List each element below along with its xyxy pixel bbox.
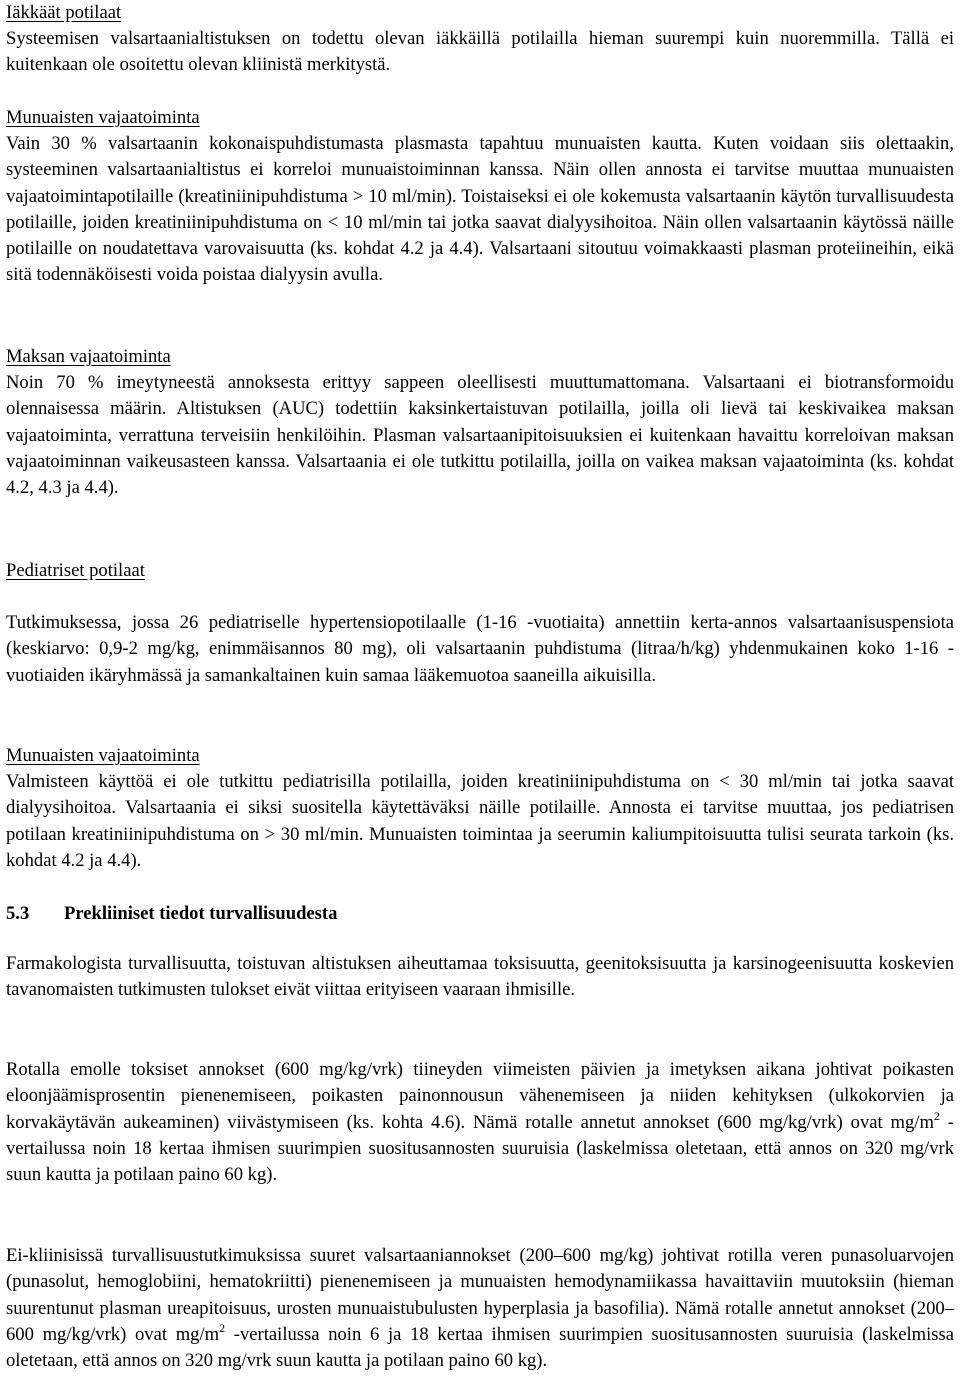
superscript: 2 — [219, 1320, 226, 1335]
paragraph-elderly: Systeemisen valsartaanialtistuksen on todettu olevan iäkkäillä potilailla hieman suurempi kuin nuoremmilla. Tällä ei kuitenkaan ole osoitettu olevan kliinistä merkitystä. — [6, 28, 954, 76]
heading-hepatic: Maksan vajaatoiminta — [6, 346, 171, 367]
paragraph-preclinical-2 — [6, 1057, 954, 1188]
heading-pediatric-renal: Munuaisten vajaatoiminta — [6, 745, 200, 766]
text-run: -vertailussa noin 6 ja 18 kertaa ihmisen suurimpien suositusannosten suuruisia (laskelmissa oletetaan, että annos on 320 mg/vrk suun kautta ja potilaan paino 60 kg). — [6, 1323, 954, 1372]
section-title: Prekliiniset tiedot turvallisuudesta — [64, 903, 338, 924]
paragraph-pediatric-renal: Valmisteen käyttöä ei ole tutkittu pediatrisilla potilailla, joiden kreatiniinipuhdistuma on < 30 ml/min tai jotka saavat dialyysihoitoa. Valsartaania ei siksi suositella käytettäväksi näille potilaille. Annosta ei tarvitse muuttaa, jos pediatrisen potilaan kreatiniinipuhdistuma on > 30 ml/min. Munuaisten toimintaa ja seerumin kaliumpitoisuutta tulisi seurata tarkoin (ks. kohdat 4.2 ja 4.4). — [6, 771, 954, 871]
heading-renal: Munuaisten vajaatoiminta — [6, 107, 200, 128]
section-number: 5.3 — [6, 903, 30, 924]
text-run: Rotalla emolle toksiset annokset (600 mg/kg/vrk) tiineyden viimeisten päivien ja imetyksen aikana johtivat poikasten eloonjäämisprosentin pienenemiseen, poikasten painonnousun vähenemiseen ja niiden kehityksen (ulkokorvien ja korvakäytävän aukeaminen) viivästymiseen (ks. kohta 4.6). Nämä rotalle annetut annokset (600 mg/kg/vrk) ovat mg/m — [6, 1059, 954, 1133]
paragraph-renal: Vain 30 % valsartaanin kokonaispuhdistumasta plasmasta tapahtuu munuaisten kautta. Kuten voidaan siis olettaakin, systeeminen valsartaanialtistus ei korreloi munuaistoiminnan kanssa. Näin ollen annosta ei tarvitse muuttaa munuaisten vajaatoimintapotilaille (kreatiniinipuhdistuma > 10 ml/min). Toistaiseksi ei ole kokemusta valsartaanin käytön turvallisuudesta potilaille, joiden kreatiniinipuhdistuma on < 10 ml/min tai jotka saavat dialyysihoitoa. Näin ollen valsartaanin käytössä näille potilaille on noudatettava varovaisuutta (ks. kohdat 4.2 ja 4.4). Valsartaani sitoutuu voimakkaasti plasman proteiineihin, eikä sitä todennäköisesti voida poistaa dialyysin avulla. — [6, 133, 954, 286]
paragraph-pediatric: Tutkimuksessa, jossa 26 pediatriselle hypertensiopotilaalle (1-16 -vuotiaita) annettiin kerta-annos valsartaanisuspensiota (keskiarvo: 0,9-2 mg/kg, enimmäisannos 80 mg), oli valsartaanin puhdistuma (litraa/h/kg) yhdenmukainen koko 1-16 -vuotiaiden ikäryhmässä ja samankaltainen kuin samaa lääkemuotoa saaneilla aikuisilla. — [6, 612, 954, 686]
heading-elderly: Iäkkäät potilaat — [6, 2, 122, 23]
paragraph-preclinical-3 — [6, 1243, 954, 1374]
paragraph-preclinical-1: Farmakologista turvallisuutta, toistuvan altistuksen aiheuttamaa toksisuutta, geenitoksisuutta ja karsinogeenisuutta koskevien tavanomaisten tutkimusten tulokset eivät viittaa erityiseen vaaraan ihmisille. — [6, 953, 954, 1001]
superscript: 2 — [933, 1108, 940, 1123]
section-heading — [6, 901, 954, 927]
text-run: -vertailussa noin 18 kertaa ihmisen suurimpien suositusannosten suuruisia (laskelmissa oletetaan, että annos on 320 mg/vrk suun kautta ja potilaan paino 60 kg). — [6, 1111, 954, 1186]
paragraph-hepatic: Noin 70 % imeytyneestä annoksesta erittyy sappeen oleellisesti muuttumattomana. Valsartaani ei biotransformoidu olennaisessa määrin. Altistuksen (AUC) todettiin kaksinkertaistuvan potilailla, joilla oli lievä tai keskivaikea maksan vajaatoiminta, verrattuna terveisiin henkilöihin. Plasman valsartaanipitoisuuksien ei kuitenkaan havaittu korreloivan maksan vajaatoiminnan vaikeusasteen kanssa. Valsartaania ei ole tutkittu potilailla, joilla on vaikea maksan vajaatoiminta (ks. kohdat 4.2, 4.3 ja 4.4). — [6, 372, 954, 499]
heading-pediatric: Pediatriset potilaat — [6, 560, 145, 581]
text-run: Ei-kliinisissä turvallisuustutkimuksissa suuret valsartaaniannokset (200–600 mg/kg) johtivat rotilla veren punasoluarvojen (punasolut, hemoglobiini, hematokriitti) pienenemiseen ja munuaisten hemodynamiikassa havaittaviin muutoksiin (hieman suurentunut plasman ureapitoisuus, urosten munuaistubulusten hyperplasia ja basofilia). Nämä rotalle annetut annokset (200–600 mg/kg/vrk) ovat mg/m — [6, 1245, 954, 1345]
